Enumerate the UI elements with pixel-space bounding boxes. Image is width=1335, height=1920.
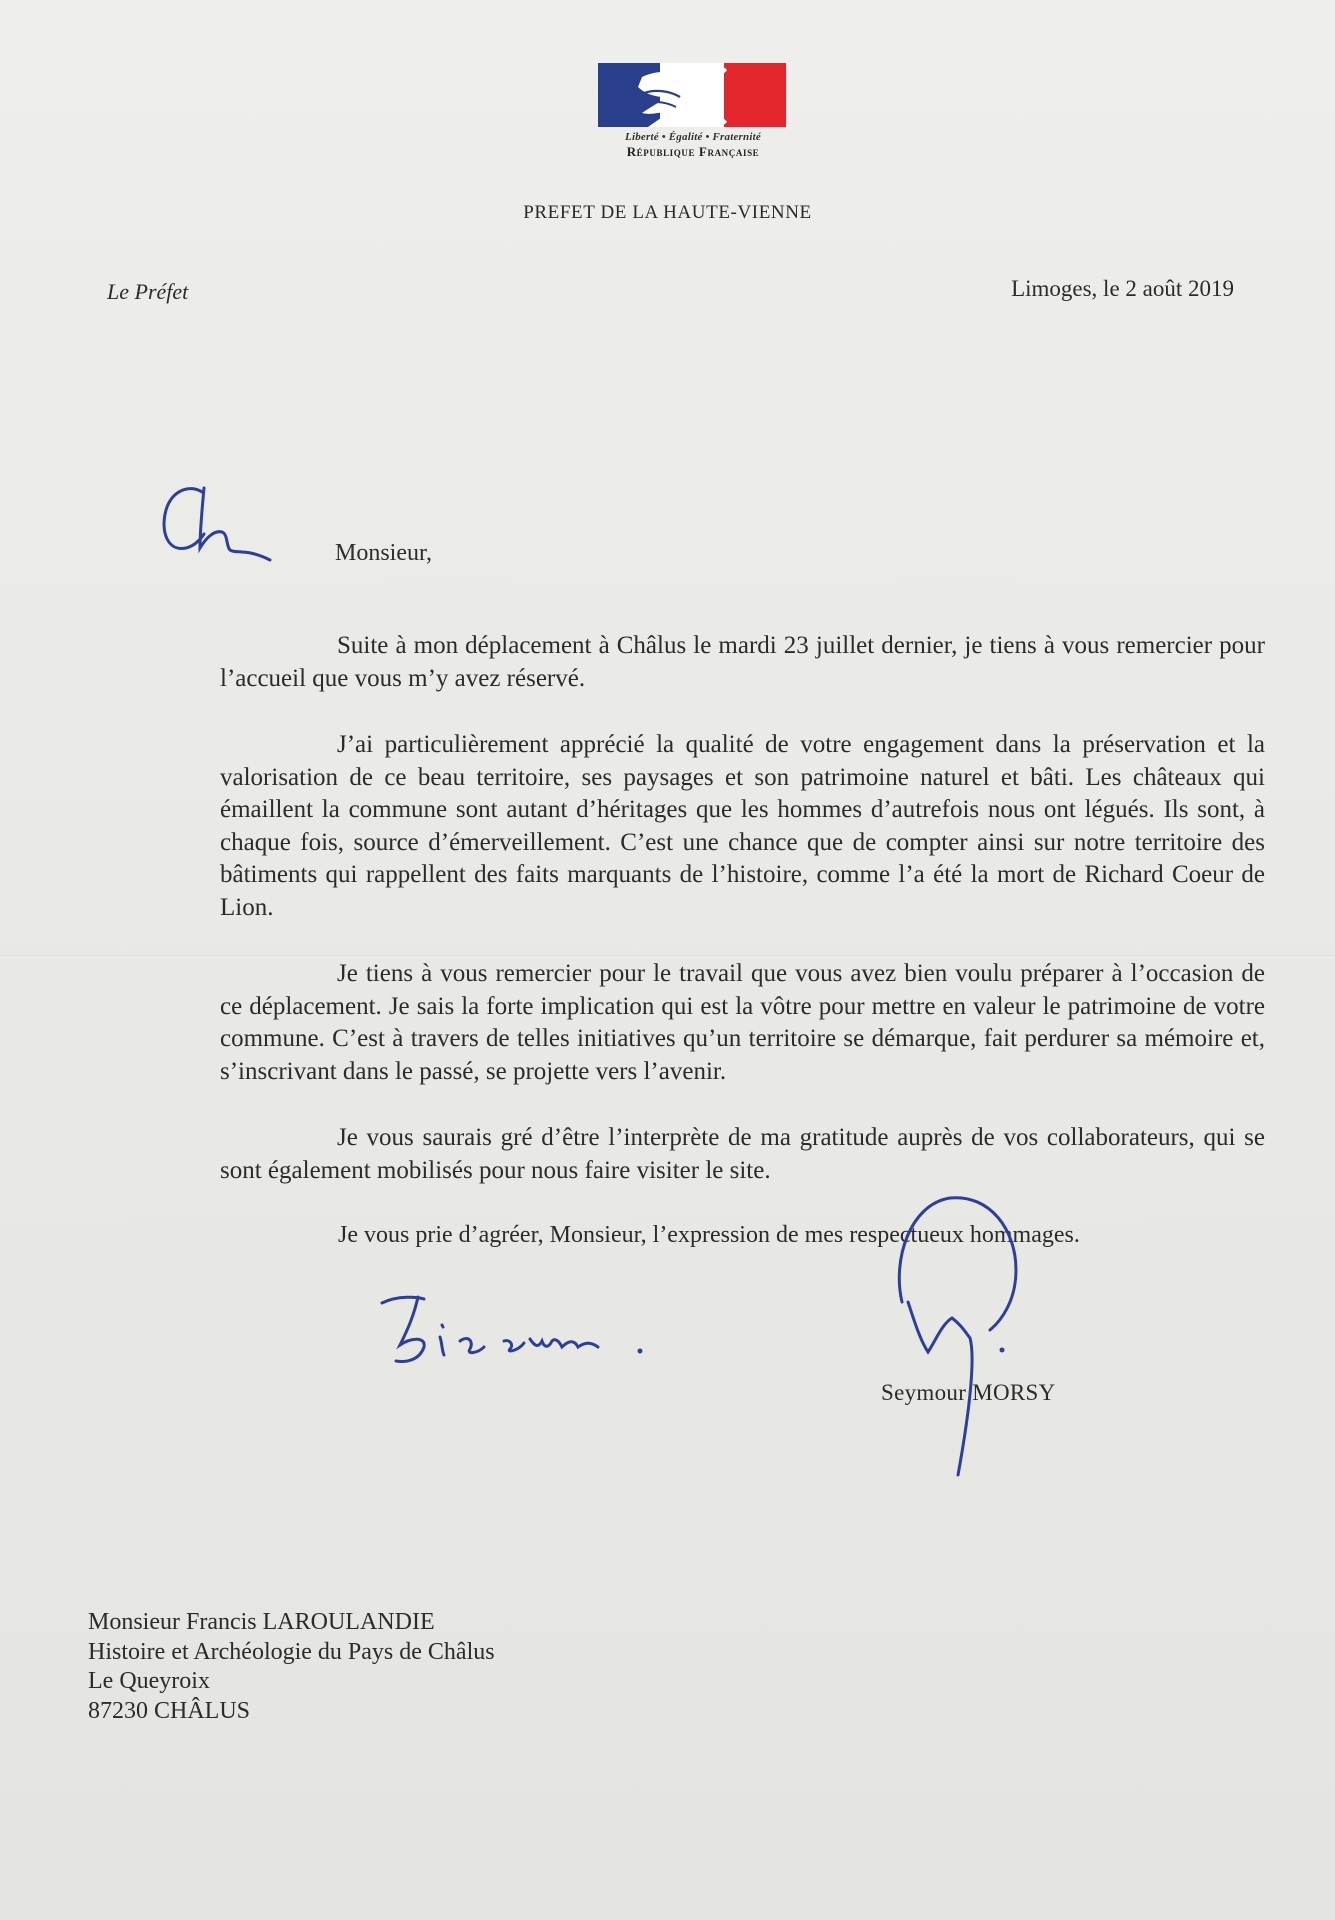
logo-motto: Liberté • Égalité • Fraternité <box>625 131 761 143</box>
republique-francaise-logo <box>598 63 788 160</box>
recipient-street: Le Queyroix <box>88 1668 210 1694</box>
handwritten-greeting <box>150 480 290 580</box>
paragraph-heritage: J’ai particulièrement apprécié la qualité de votre engagement dans la préservation et la valorisation de ce beau territoire, ses paysages et son patrimoine naturel et bâti. Les châteaux qui émaillent la commune sont autant d’héritages que les hommes d’autrefois nous ont légués. Ils sont, à chaque fois, source d’émerveillement. C’est une chance que de compter ainsi sur notre territoire des bâtiments qui rappellent des faits marquants de l’histoire, comme l’a été la mort de Richard Coeur de Lion. <box>220 731 1265 921</box>
handwritten-note <box>378 1285 658 1375</box>
letter-body <box>220 630 1265 1221</box>
place-date: Limoges, le 2 août 2019 <box>1011 276 1234 301</box>
recipient-address <box>88 1608 495 1726</box>
closing-formula: Je vous prie d’agréer, Monsieur, l’expression de mes respectueux hommages. <box>338 1222 1080 1248</box>
signer-name: Seymour MORSY <box>881 1380 1056 1405</box>
prefecture-heading: PREFET DE LA HAUTE-VIENNE <box>523 202 812 223</box>
paragraph-gratitude: Je vous saurais gré d’être l’interprète de ma gratitude auprès de vos collaborateurs, qui se sont également mobilisés pour nous faire visiter le site. <box>220 1124 1265 1184</box>
paragraph-thanks: Suite à mon déplacement à Châlus le mardi 23 juillet dernier, je tiens à vous remercier pour l’accueil que vous m’y avez réservé. <box>220 632 1265 692</box>
salutation: Monsieur, <box>335 540 433 566</box>
paragraph-work: Je tiens à vous remercier pour le travail que vous avez bien voulu préparer à l’occasion de ce déplacement. Je sais la forte implication qui est la vôtre pour mettre en valeur le patrimoine de votre commune. C’est à travers de telles initiatives qu’un territoire se démarque, fait perdurer sa mémoire et, s’inscrivant dans le passé, se projette vers l’avenir. <box>220 960 1265 1085</box>
signature-icon <box>880 1190 1040 1480</box>
recipient-postal-city: 87230 CHÂLUS <box>88 1697 251 1724</box>
logo-republic-name: République Française <box>626 144 760 159</box>
author-title: Le Préfet <box>107 279 189 304</box>
recipient-organization: Histoire et Archéologie du Pays de Châlus <box>88 1638 495 1665</box>
recipient-name: Monsieur Francis LAROULANDIE <box>88 1609 435 1635</box>
marianne-flag-icon <box>598 63 786 127</box>
